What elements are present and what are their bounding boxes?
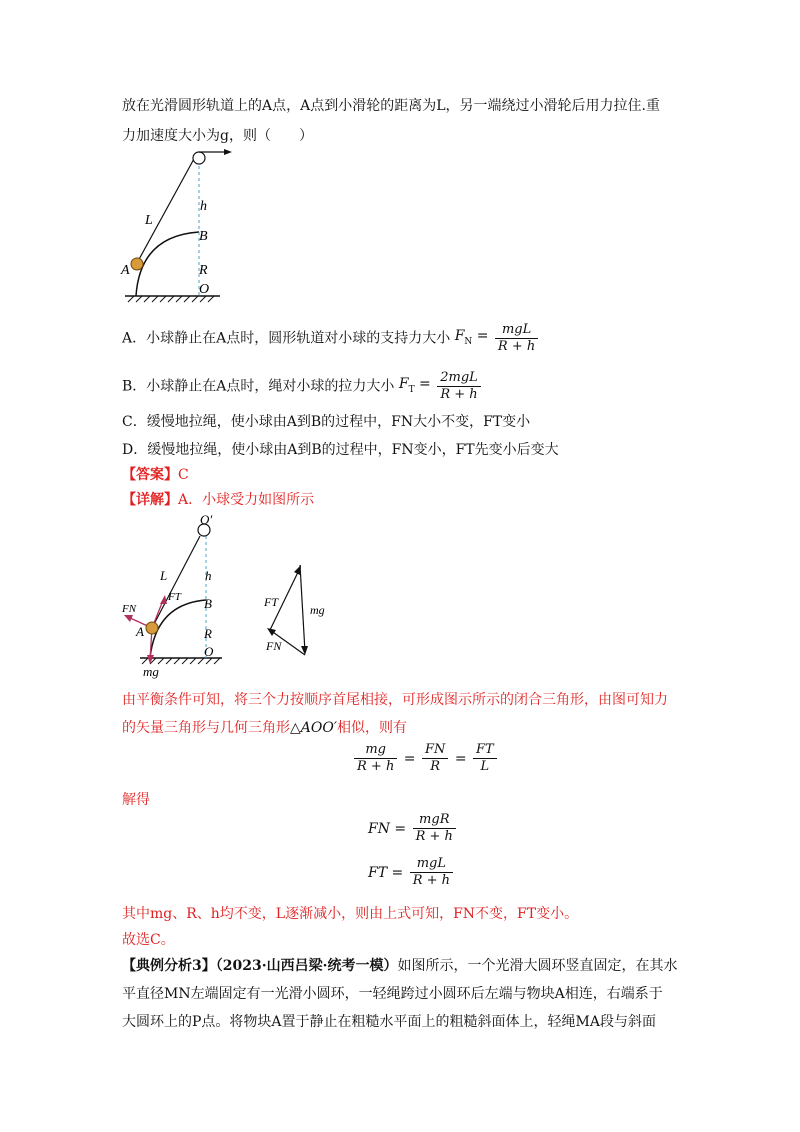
label-A: A (136, 624, 144, 639)
analysis-intro: A．小球受力如图所示 (178, 492, 315, 508)
answer-line (122, 465, 189, 485)
label-R: R (204, 626, 212, 641)
pulley (193, 152, 205, 164)
example3-label: 【典例分析3】 (122, 958, 216, 974)
circular-track (136, 232, 199, 296)
solve-label: 解得 (122, 792, 150, 808)
label-B: B (204, 596, 212, 611)
label-L: L (145, 213, 153, 228)
mg-arrow (147, 655, 154, 664)
option-c: C．缓慢地拉绳，使小球由A到B的过程中，FN大小不变，FT变小 (122, 414, 531, 430)
triangle-label-mg: mg (310, 603, 325, 617)
figure-1-diagram (118, 146, 258, 304)
analysis-intro-line (122, 490, 314, 510)
option-d: D．缓慢地拉绳，使小球由A到B的过程中，FN变小，FT先变小后变大 (122, 442, 559, 458)
triangle-label-FT: FT (264, 595, 279, 609)
label-A: A (121, 263, 130, 278)
option-b-lhs: $F_T$ = (398, 375, 431, 395)
example3-source: （2023·山西吕梁·统考一模） (215, 958, 398, 974)
answer-value: C (178, 467, 189, 483)
example3-line3: 大圆环上的P点。将物块A置于静止在粗糙水平面上的粗糙斜面体上，轻绳MA段与斜面 (122, 1014, 656, 1030)
label-O: O (199, 282, 210, 297)
fn-equation: FN = $\frac{\text{mgR}}{R + h}$ (368, 812, 458, 845)
mg-side (300, 565, 305, 652)
label-FT: FT (168, 591, 181, 603)
example3-line2: 平直径MN左端固定有一光滑小圆环，一轻绳跨过小圆环后左端与物块A相连，右端系于 (122, 986, 663, 1002)
option-b-text: B．小球静止在A点时，绳对小球的拉力大小 (122, 378, 395, 395)
rope-segment (137, 157, 195, 263)
ft-equation: FT = $\frac{\text{mgL}}{R + h}$ (368, 856, 455, 889)
label-R: R (199, 263, 208, 278)
ratio-equation: $\frac{mg}{R + h}$ = $\frac{FN}{R}$ = $\frac{FT}{L}$ (352, 742, 499, 775)
intro-line-1: 放在光滑圆形轨道上的A点，A点到小滑轮的距离为L，另一端绕过小滑轮后用力拉住.重 (122, 98, 660, 114)
FT-arrow (160, 595, 167, 604)
vector-triangle-diagram (258, 560, 338, 660)
triangle-label-FN: FN (266, 639, 282, 653)
example3-line1: 【典例分析3】（2023·山西吕梁·统考一模）如图所示，一个光滑大圆环竖直固定，在其水 (122, 958, 678, 974)
conclusion-line: 其中mg、R、h均不变，L逐渐减小，则由上式可知，FN不变，FT变小。 (122, 906, 579, 922)
label-L: L (160, 568, 168, 583)
label-FN: FN (122, 603, 137, 615)
pull-arrow (224, 149, 232, 155)
FN-side-arrow (267, 628, 276, 636)
answer-label: 【答案】 (122, 467, 178, 483)
analysis-para1-line1: 由平衡条件可知，将三个力按顺序首尾相接，可形成图示所示的闭合三角形，由图可知力 (122, 692, 668, 708)
intro-line-2: 力加速度大小为g，则（ ） (122, 128, 313, 144)
figure-2-force-diagram (118, 512, 228, 680)
triangle-symbol: △AOO′ (290, 720, 338, 736)
option-a (122, 322, 540, 355)
analysis-label: 【详解】 (122, 492, 178, 508)
option-a-lhs: $F_N$ = (454, 327, 489, 347)
mg-side-arrow (301, 646, 308, 655)
label-h: h (200, 199, 207, 214)
label-B: B (199, 229, 208, 244)
option-b-fraction: $\frac{\text{2mgL}}{R + h}$ (437, 370, 481, 403)
label-h: h (205, 568, 212, 583)
ball (146, 622, 158, 634)
option-a-fraction: $\frac{\text{mgL}}{R + h}$ (495, 322, 538, 355)
choose-line: 故选C。 (122, 932, 175, 948)
option-b (122, 370, 483, 403)
analysis-para1-line2: 的矢量三角形与几何三角形△AOO′相似，则有 (122, 720, 408, 736)
ball (131, 258, 143, 270)
label-mg: mg (143, 664, 159, 679)
label-O: O (204, 644, 214, 659)
option-a-text: A．小球静止在A点时，圆形轨道对小球的支持力大小 (122, 330, 451, 347)
label-O-prime: O′ (200, 512, 213, 527)
